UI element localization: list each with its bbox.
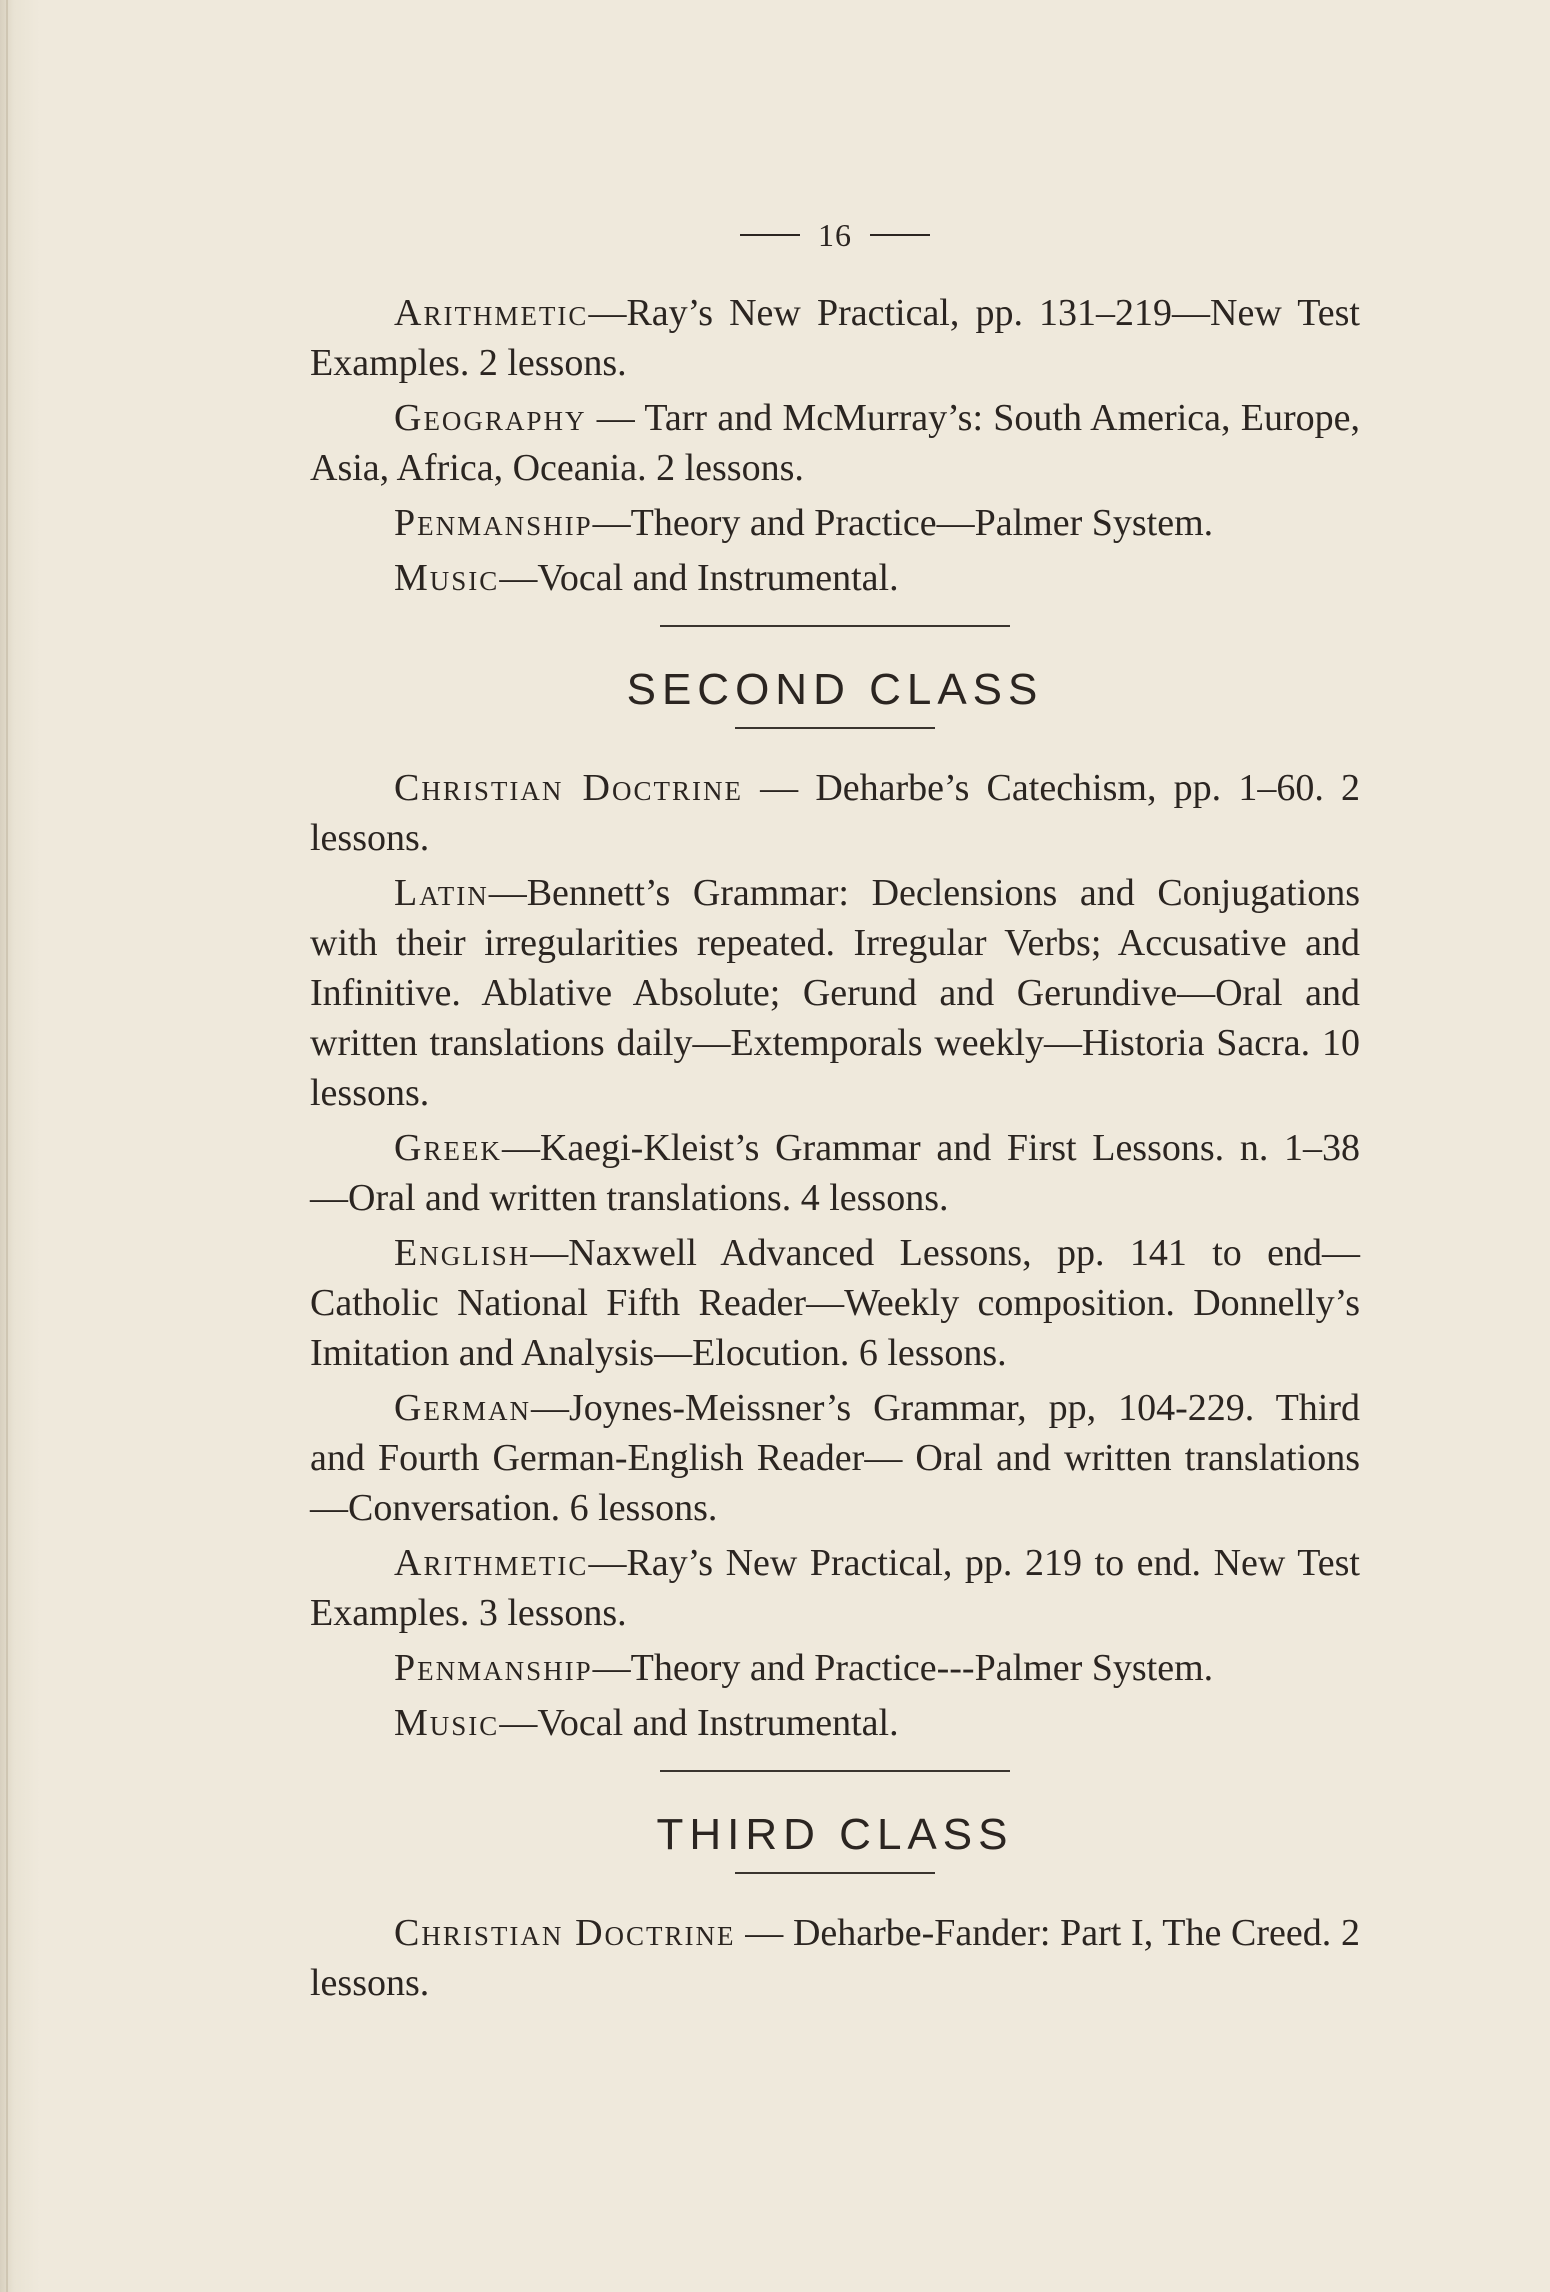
entry-arithmetic xyxy=(310,1538,1360,1638)
entry-text: —Vocal and Instrumental. xyxy=(499,1702,899,1744)
entry-geography xyxy=(310,393,1360,493)
entry-text: —Ray’s New Practical, pp. 131–219—New Test Examples. 2 lessons. xyxy=(310,292,1360,384)
entry-christian-doctrine xyxy=(310,763,1360,863)
page-number-line xyxy=(310,210,1360,260)
heading-underline xyxy=(735,1872,935,1874)
section-heading-third-class: THIRD CLASS xyxy=(656,1810,1014,1859)
page-number-dash-left xyxy=(740,234,800,236)
page-number-dash-right xyxy=(870,234,930,236)
subject-label: Music xyxy=(394,1702,500,1744)
entry-text: —Theory and Practice—Palmer System. xyxy=(592,502,1214,544)
entry-english xyxy=(310,1228,1360,1378)
entry-christian-doctrine xyxy=(310,1908,1360,2008)
subject-label: English xyxy=(394,1232,531,1274)
subject-label: Greek xyxy=(394,1127,502,1169)
subject-label: Arithmetic xyxy=(394,1542,589,1584)
subject-label: Music xyxy=(394,557,500,599)
entry-music xyxy=(310,553,1360,603)
subject-label: Christian Doctrine xyxy=(394,1912,736,1954)
entry-text: —Naxwell Advanced Lessons, pp. 141 to end—Catholic National Fifth Reader—Weekly composition. Donnelly’s Imitation and Analysis—Elocution. 6 lessons. xyxy=(310,1232,1360,1374)
subject-label: German xyxy=(394,1387,531,1429)
entry-text: —Theory and Practice---Palmer System. xyxy=(592,1647,1214,1689)
page-text xyxy=(310,210,1360,2013)
subject-label: Penmanship xyxy=(394,1647,593,1689)
subject-label: Arithmetic xyxy=(394,292,589,334)
page-number: 16 xyxy=(818,217,852,253)
entry-german xyxy=(310,1383,1360,1533)
entry-text: — Deharbe-Fander: Part I, The Creed. 2 lessons. xyxy=(310,1912,1360,2004)
subject-label: Christian Doctrine xyxy=(394,767,743,809)
entry-music xyxy=(310,1698,1360,1748)
heading-underline xyxy=(735,727,935,729)
subject-label: Geography xyxy=(394,397,587,439)
subject-label: Latin xyxy=(394,872,489,914)
entry-text: — Deharbe’s Catechism, pp. 1–60. 2 lessons. xyxy=(310,767,1360,859)
entry-greek xyxy=(310,1123,1360,1223)
entry-text: —Vocal and Instrumental. xyxy=(499,557,899,599)
entry-text: —Ray’s New Practical, pp. 219 to end. New Test Examples. 3 lessons. xyxy=(310,1542,1360,1634)
entry-text: — Tarr and McMurray’s: South America, Europe, Asia, Africa, Oceania. 2 lessons. xyxy=(310,397,1360,489)
section-heading-second-class: SECOND CLASS xyxy=(626,665,1044,714)
entry-penmanship xyxy=(310,498,1360,548)
entry-arithmetic xyxy=(310,288,1360,388)
subject-label: Penmanship xyxy=(394,502,593,544)
section-divider xyxy=(660,1770,1010,1772)
entry-text: —Kaegi-Kleist’s Grammar and First Lessons. n. 1–38—Oral and written translations. 4 lessons. xyxy=(310,1127,1360,1219)
entry-text: —Joynes-Meissner’s Grammar, pp, 104-229. Third and Fourth German-English Reader— Oral and written translations—Conversation. 6 lessons. xyxy=(310,1387,1360,1529)
entry-latin xyxy=(310,868,1360,1118)
entry-penmanship xyxy=(310,1643,1360,1693)
section-divider xyxy=(660,625,1010,627)
binding-gutter xyxy=(6,0,8,2292)
entry-text: —Bennett’s Grammar: Declensions and Conjugations with their irregularities repeated. Irregular Verbs; Accusative and Infinitive. Ablative Absolute; Gerund and Gerundive—Oral and written translations daily—Extemporals weekly—Historia Sacra. 10 lessons. xyxy=(310,872,1360,1114)
